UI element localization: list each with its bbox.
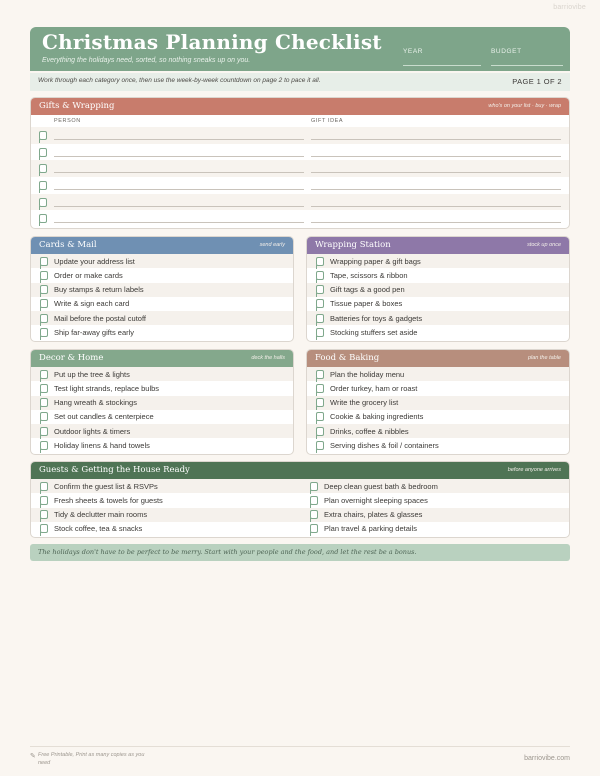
checkbox-icon[interactable]: [39, 198, 47, 207]
section-note: plan the table: [527, 355, 561, 361]
checkbox-icon[interactable]: [316, 314, 324, 323]
watermark: barriovibe: [553, 4, 586, 11]
gift-row: [31, 194, 569, 211]
checklist-item: [301, 522, 569, 536]
checkbox-icon[interactable]: [316, 384, 324, 393]
checklist-item-label: Plan overnight sleeping spaces: [324, 495, 428, 505]
checklist-item-label: Confirm the guest list & RSVPs: [54, 481, 158, 491]
gift-row: [31, 210, 569, 227]
page-title: Christmas Planning Checklist: [42, 30, 382, 54]
section-guests-house: [30, 461, 570, 538]
checklist-item-label: Drinks, coffee & nibbles: [330, 426, 409, 436]
checkbox-icon[interactable]: [40, 384, 48, 393]
budget-label: BUDGET: [491, 48, 522, 55]
checklist-item-label: Set out candles & centerpiece: [54, 412, 154, 422]
section-gifts-wrapping: [30, 97, 570, 229]
checkbox-icon[interactable]: [40, 496, 48, 505]
section-note: deck the halls: [251, 355, 285, 361]
year-label: YEAR: [403, 48, 424, 55]
section-title: Food & Baking: [315, 353, 380, 363]
section-decor-home: [30, 349, 294, 455]
section-header: [307, 350, 569, 367]
checklist-right: [301, 479, 569, 536]
gift-row: [31, 144, 569, 161]
gift-rows: [31, 127, 569, 227]
checklist-item: [301, 508, 569, 522]
section-header: [31, 462, 569, 479]
checklist-item: [31, 367, 293, 381]
section-note: before anyone arrives: [507, 467, 561, 473]
checklist-item: [31, 268, 293, 282]
checklist-item: [31, 424, 293, 438]
checklist-item: [31, 508, 301, 522]
checkbox-icon[interactable]: [310, 482, 318, 491]
checklist-item: [307, 283, 569, 297]
checklist-item: [307, 424, 569, 438]
footer-site: barriovibe.com: [524, 755, 570, 762]
pencil-icon: ✎: [30, 753, 36, 760]
checklist-item: [307, 381, 569, 395]
checklist-item: [31, 283, 293, 297]
checklist-item-label: Fresh sheets & towels for guests: [54, 495, 163, 505]
checklist-item: [307, 297, 569, 311]
person-line[interactable]: [54, 222, 304, 223]
checklist-item-label: Serving dishes & foil / containers: [330, 440, 439, 450]
checkbox-icon[interactable]: [40, 314, 48, 323]
checklist-item: [31, 381, 293, 395]
footer-divider: [30, 746, 570, 747]
section-note: send early: [259, 242, 285, 248]
checklist: [307, 367, 569, 453]
checklist-item-label: Write & sign each card: [54, 299, 130, 309]
checklist-item: [31, 325, 293, 339]
section-note: stock up once: [527, 242, 561, 248]
checkbox-icon[interactable]: [316, 427, 324, 436]
budget-field[interactable]: [491, 65, 563, 66]
section-title: Guests & Getting the House Ready: [39, 465, 190, 475]
section-title: Gifts & Wrapping: [39, 101, 115, 111]
checkbox-icon[interactable]: [316, 441, 324, 450]
person-line[interactable]: [54, 189, 304, 190]
checklist-item-label: Mail before the postal cutoff: [54, 313, 146, 323]
checkbox-icon[interactable]: [310, 496, 318, 505]
person-line[interactable]: [54, 139, 304, 140]
checklist-left: [31, 479, 301, 536]
checklist-item: [31, 522, 301, 536]
checklist-item-label: Test light strands, replace bulbs: [54, 383, 160, 393]
checklist: [307, 254, 569, 340]
section-food-baking: [306, 349, 570, 455]
section-title: Wrapping Station: [315, 240, 391, 250]
section-header: [31, 98, 569, 115]
checklist-item: [307, 311, 569, 325]
checkbox-icon[interactable]: [40, 299, 48, 308]
checkbox-icon[interactable]: [316, 299, 324, 308]
checklist-item-label: Tidy & declutter main rooms: [54, 510, 148, 520]
checklist-item-label: Cookie & baking ingredients: [330, 412, 424, 422]
gift-row: [31, 160, 569, 177]
person-line[interactable]: [54, 172, 304, 173]
checklist-item-label: Put up the tree & lights: [54, 369, 130, 379]
checklist-item-label: Gift tags & a good pen: [330, 285, 405, 295]
checklist-item-label: Buy stamps & return labels: [54, 285, 144, 295]
checklist-item-label: Stock coffee, tea & snacks: [54, 524, 143, 534]
gift-idea-line[interactable]: [311, 172, 561, 173]
checklist-item-label: Batteries for toys & gadgets: [330, 313, 423, 323]
checkbox-icon[interactable]: [39, 148, 47, 157]
checklist-item-label: Hang wreath & stockings: [54, 398, 137, 408]
col-gift-idea: GIFT IDEA: [311, 118, 344, 124]
gift-row: [31, 177, 569, 194]
checklist-item-label: Tissue paper & boxes: [330, 299, 403, 309]
checklist-item: [31, 438, 293, 452]
checklist-item-label: Order turkey, ham or roast: [330, 383, 418, 393]
checklist-item: [31, 479, 301, 493]
gift-row: [31, 127, 569, 144]
checklist-item-label: Plan travel & parking details: [324, 524, 417, 534]
person-line[interactable]: [54, 206, 304, 207]
gift-idea-line[interactable]: [311, 139, 561, 140]
gift-column-headers: [31, 115, 569, 127]
checklist-item: [307, 410, 569, 424]
page-header: [30, 27, 570, 71]
checklist-item: [301, 479, 569, 493]
checklist: [31, 254, 293, 340]
checkbox-icon[interactable]: [316, 257, 324, 266]
checkbox-icon[interactable]: [40, 271, 48, 280]
checkbox-icon[interactable]: [310, 510, 318, 519]
section-cards-mail: [30, 236, 294, 342]
checkbox-icon[interactable]: [40, 524, 48, 533]
quote-text: The holidays don't have to be perfect to be merry. Start with your people and the food, and let the rest be a bonus.: [38, 548, 417, 556]
section-header: [31, 350, 293, 367]
year-field[interactable]: [403, 65, 481, 66]
checklist-item-label: Holiday linens & hand towels: [54, 440, 150, 450]
section-header: [31, 237, 293, 254]
checklist-item: [31, 493, 301, 507]
checklist-item: [307, 367, 569, 381]
instructions-text: Work through each category once, then use the week-by-week countdown on page 2 to pace it all.: [38, 77, 321, 84]
checkbox-icon[interactable]: [40, 398, 48, 407]
checklist-item-label: Outdoor lights & timers: [54, 426, 131, 436]
checklist-item-label: Tape, scissors & ribbon: [330, 270, 408, 280]
instruction-bar: [30, 73, 570, 91]
person-line[interactable]: [54, 156, 304, 157]
page-subtitle: Everything the holidays need, sorted, so nothing sneaks up on you.: [42, 57, 251, 64]
checkbox-icon[interactable]: [316, 398, 324, 407]
checkbox-icon[interactable]: [40, 441, 48, 450]
checkbox-icon[interactable]: [39, 164, 47, 173]
checkbox-icon[interactable]: [40, 328, 48, 337]
checklist-item: [301, 493, 569, 507]
checklist-item-label: Extra chairs, plates & glasses: [324, 510, 423, 520]
quote-bar: [30, 544, 570, 561]
checkbox-icon[interactable]: [40, 482, 48, 491]
checkbox-icon[interactable]: [316, 271, 324, 280]
checklist-item: [31, 297, 293, 311]
checkbox-icon[interactable]: [40, 285, 48, 294]
checklist-item: [31, 311, 293, 325]
checklist-item-label: Order or make cards: [54, 270, 123, 280]
gift-idea-line[interactable]: [311, 206, 561, 207]
footer-note: Free Printable, Print as many copies as you need: [38, 752, 145, 766]
checklist-item-label: Ship far-away gifts early: [54, 327, 135, 337]
checkbox-icon[interactable]: [316, 328, 324, 337]
checkbox-icon[interactable]: [316, 412, 324, 421]
checklist-item-label: Deep clean guest bath & bedroom: [324, 481, 438, 491]
gift-idea-line[interactable]: [311, 222, 561, 223]
checklist-item-label: Update your address list: [54, 256, 135, 266]
checkbox-icon[interactable]: [40, 257, 48, 266]
gift-idea-line[interactable]: [311, 156, 561, 157]
checklist-item-label: Stocking stuffers set aside: [330, 327, 418, 337]
checkbox-icon[interactable]: [39, 214, 47, 223]
checklist-item: [307, 268, 569, 282]
checkbox-icon[interactable]: [316, 285, 324, 294]
checklist-item-label: Wrapping paper & gift bags: [330, 256, 421, 266]
checklist: [31, 367, 293, 453]
section-header: [307, 237, 569, 254]
checklist-item: [31, 396, 293, 410]
checkbox-icon[interactable]: [40, 370, 48, 379]
checklist-item: [307, 396, 569, 410]
checkbox-icon[interactable]: [39, 181, 47, 190]
gift-idea-line[interactable]: [311, 189, 561, 190]
section-note: who's on your list · buy · wrap: [488, 103, 561, 109]
checklist-item-label: Plan the holiday menu: [330, 369, 405, 379]
checkbox-icon[interactable]: [40, 510, 48, 519]
section-title: Decor & Home: [39, 353, 104, 363]
checkbox-icon[interactable]: [39, 131, 47, 140]
page-indicator: PAGE 1 OF 2: [512, 77, 562, 86]
checkbox-icon[interactable]: [316, 370, 324, 379]
checklist-item: [31, 254, 293, 268]
checklist-item: [307, 438, 569, 452]
section-title: Cards & Mail: [39, 240, 97, 250]
col-person: PERSON: [54, 118, 81, 124]
checkbox-icon[interactable]: [310, 524, 318, 533]
checkbox-icon[interactable]: [40, 427, 48, 436]
section-wrapping-station: [306, 236, 570, 342]
checkbox-icon[interactable]: [40, 412, 48, 421]
checklist-item: [307, 325, 569, 339]
checklist-item-label: Write the grocery list: [330, 398, 399, 408]
checklist-item: [31, 410, 293, 424]
checklist-item: [307, 254, 569, 268]
